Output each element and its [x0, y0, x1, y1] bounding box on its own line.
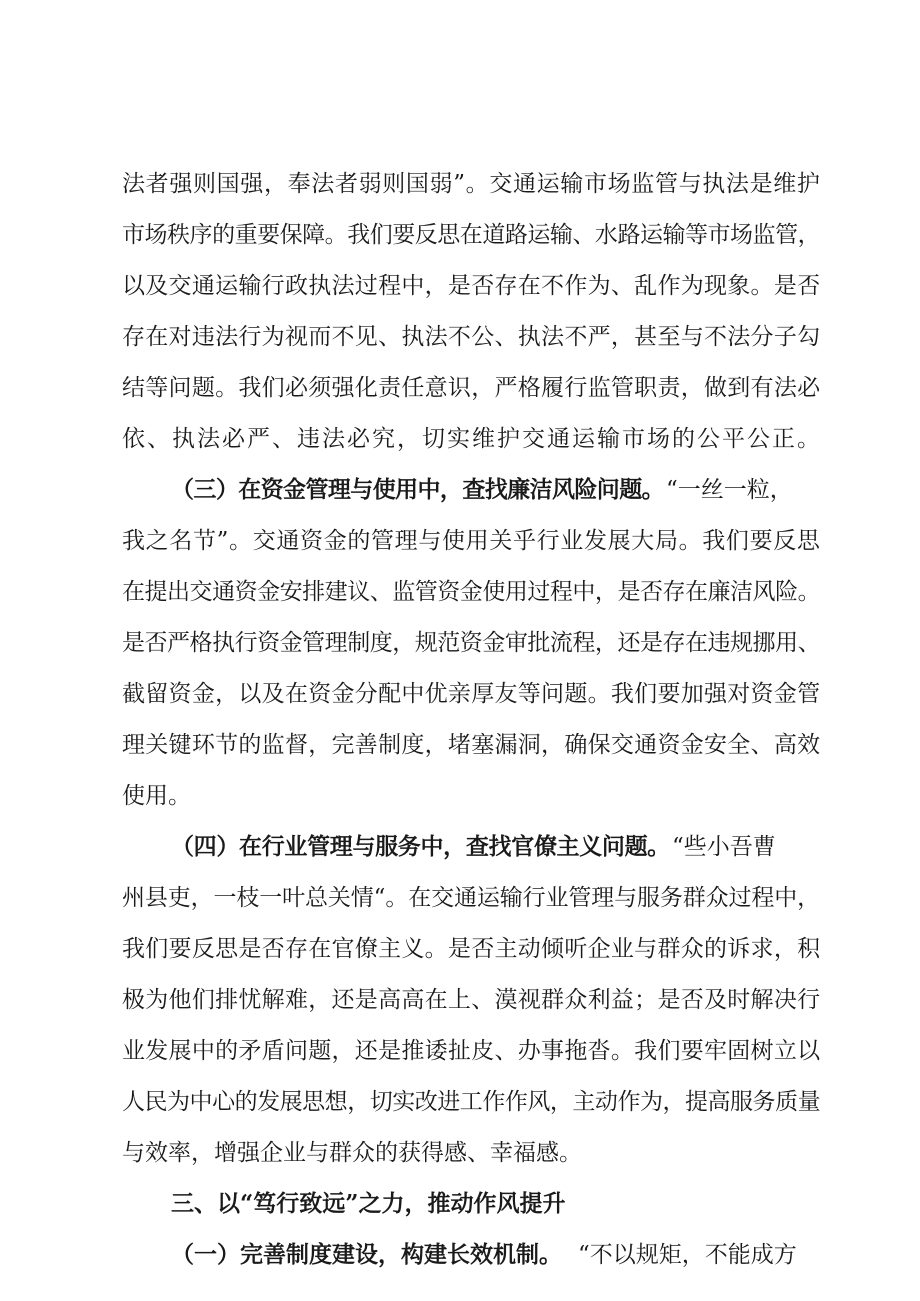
text-line — [0, 1138, 920, 1168]
section-heading-4: （四）在行业管理与服务中，查找官僚主义问题。 — [171, 833, 670, 860]
section-heading-1: （一）完善制度建设，构建长效机制。 — [171, 1241, 562, 1268]
text-line — [0, 883, 920, 913]
line-text: 市场秩序的重要保障。我们要反思在道路运输、水路运输等市场监管， — [122, 222, 821, 248]
text-line — [0, 526, 920, 556]
line-text: 人民为中心的发展思想，切实改进工作作风，主动作为，提高服务质量 — [122, 1089, 821, 1115]
text-line — [0, 424, 920, 454]
text-line — [0, 679, 920, 709]
text-line — [0, 577, 920, 607]
text-line — [0, 1087, 920, 1117]
line-text: 法者强则国强，奉法者弱则国弱”。交通运输市场监管与执法是维护 — [122, 171, 821, 197]
chapter-heading-3: 三、以“笃行致远”之力，推动作风提升 — [171, 1190, 566, 1217]
text-line — [0, 1036, 920, 1066]
chapter-heading-line — [0, 1189, 920, 1219]
line-text: 依、执法必严、违法必究，切实维护交通运输市场的公平公正。 — [122, 426, 822, 452]
text-line — [0, 730, 920, 760]
text-line — [0, 934, 920, 964]
line-text: 存在对违法行为视而不见、执法不公、执法不严，甚至与不法分子勾 — [122, 324, 821, 350]
section-heading-line — [0, 1240, 920, 1270]
line-text: 截留资金，以及在资金分配中优亲厚友等问题。我们要加强对资金管 — [122, 681, 821, 707]
line-text: 极为他们排忧解难，还是高高在上、漠视群众利益；是否及时解决行 — [122, 987, 821, 1013]
section-heading-3: （三）在资金管理与使用中，查找廉洁风险问题。 — [171, 476, 665, 503]
text-line — [0, 220, 920, 250]
line-text: 理关键环节的监督，完善制度，堵塞漏洞，确保交通资金安全、高效 — [122, 732, 821, 758]
line-text: “一丝一粒， — [666, 477, 793, 503]
line-text: 使用。 — [122, 783, 191, 809]
line-text: 业发展中的矛盾问题，还是推诿扯皮、办事拖沓。我们要牢固树立以 — [122, 1038, 821, 1064]
line-text: 以及交通运输行政执法过程中，是否存在不作为、乱作为现象。是否 — [122, 273, 821, 299]
text-line — [0, 781, 920, 811]
section-heading-line — [0, 475, 920, 505]
line-text: “不以规矩，不能成方 — [578, 1242, 797, 1268]
text-line — [0, 628, 920, 658]
text-line — [0, 169, 920, 199]
text-line — [0, 373, 920, 403]
text-line — [0, 322, 920, 352]
line-text: 结等问题。我们必须强化责任意识，严格履行监管职责，做到有法必 — [122, 375, 821, 401]
line-text: 与效率，增强企业与群众的获得感、幸福感。 — [122, 1140, 582, 1166]
text-line — [0, 985, 920, 1015]
line-text: 在提出交通资金安排建议、监管资金使用过程中，是否存在廉洁风险。 — [122, 579, 821, 605]
text-line — [0, 271, 920, 301]
line-text: “些小吾曹 — [672, 834, 776, 860]
line-text: 我之名节”。交通资金的管理与使用关乎行业发展大局。我们要反思 — [122, 528, 821, 554]
line-text: 是否严格执行资金管理制度，规范资金审批流程，还是存在违规挪用、 — [122, 630, 821, 656]
section-heading-line — [0, 832, 920, 862]
line-text: 我们要反思是否存在官僚主义。是否主动倾听企业与群众的诉求，积 — [122, 936, 821, 962]
line-text: 州县吏，一枝一叶总关情“。在交通运输行业管理与服务群众过程中， — [122, 885, 821, 911]
